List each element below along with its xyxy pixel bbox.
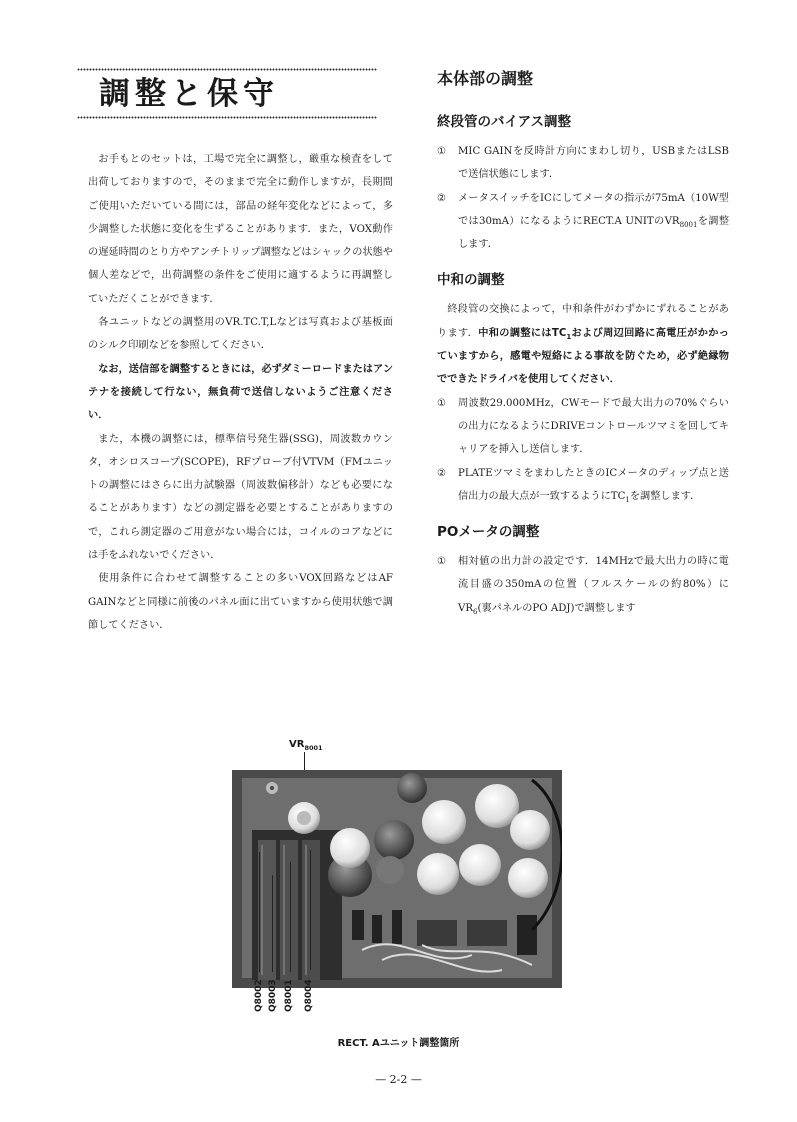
title-box bbox=[77, 68, 377, 120]
step-text: を調整します． bbox=[629, 490, 701, 502]
step-number: ① bbox=[437, 556, 447, 568]
bias-heading: 終段管のバイアス調整 bbox=[437, 114, 572, 130]
q8002-label: Q8002 bbox=[254, 979, 264, 1012]
title-bottom-rule bbox=[77, 116, 377, 119]
subscript: 8001 bbox=[679, 220, 698, 229]
right-column bbox=[437, 66, 729, 632]
step-text: 相対値の出力計の設定です．14MHzで最大出力の時に電流目盛の350mAの位置（フルスケールの約80%）にVR bbox=[458, 556, 729, 614]
q8004-leader bbox=[310, 850, 311, 970]
neutralization-heading: 中和の調整 bbox=[437, 272, 505, 289]
neutralization-steps bbox=[437, 392, 729, 508]
vr-label-sub: 8001 bbox=[304, 744, 323, 752]
step-text: 周波数29.000MHz，CWモードで最大出力の70%ぐらいの出力になるようにDRIVEコントロールツマミを回してキャリアを挿入し送信します． bbox=[458, 397, 729, 456]
list-item bbox=[437, 392, 729, 462]
instruments-paragraph: また，本機の調整には，標準信号発生器(SSG)，周波数カウンタ，オシロスコープ(SCOPE)，RFプローブ付VTVM（FMユニットの調整にはさらに出力試験器（周波数偏移計）なども必要になることがあります）などの測定器を必要とすることがありますので，これら測定器のご用意がない場合には，コイルのコアなどには手をふれないでください． bbox=[88, 433, 393, 562]
photo-caption: RECT. Aユニット調整箇所 bbox=[337, 1038, 460, 1049]
q8003-leader bbox=[272, 875, 273, 972]
circuit-board-illustration bbox=[232, 770, 562, 988]
list-item bbox=[437, 462, 729, 509]
po-meter-heading: POメータの調整 bbox=[437, 524, 540, 541]
vr-label-text: VR bbox=[289, 739, 305, 750]
subscript: 1 bbox=[625, 495, 630, 504]
main-unit-heading: 本体部の調整 bbox=[437, 69, 534, 88]
intro-paragraph: お手もとのセットは，工場で完全に調整し，厳重な検査をして出荷しておりますので，そのままで完全に動作しますが，長期間ご使用いただいている間には，部品の経年変化などによって，多少調整した状態に変化を生ずることがあります．また，VOX動作の遅延時間のとり方やアンチトリップ調整などはシャックの状態や個人差などで，出荷調整の条件をご使用に適するように再調整していただくことができます． bbox=[88, 154, 393, 305]
list-item bbox=[437, 140, 729, 187]
left-column bbox=[88, 148, 393, 637]
step-text: PLATEツマミをまわしたときのICメータのディップ点と送信出力の最大点が一致するようにTC bbox=[458, 467, 729, 502]
step-text: を調整します． bbox=[458, 215, 730, 251]
step-text: メータスイッチをICにしてメータの指示が75mA（10W型では30mA）になるようにRECT.A UNITのVR bbox=[458, 192, 729, 227]
circuit-board-photo bbox=[232, 770, 562, 988]
step-number: ② bbox=[437, 467, 447, 479]
step-text: (裏パネルのPO ADJ)で調整します bbox=[477, 602, 636, 614]
neutralization-text: 終段管の交換によって，中和条件がわずかにずれることがあります． bbox=[437, 304, 729, 339]
step-number: ① bbox=[437, 146, 447, 157]
page-number: — 2-2 — bbox=[375, 1073, 422, 1086]
high-voltage-warning: 中和の調整にはTC bbox=[478, 327, 567, 339]
step-number: ① bbox=[437, 397, 447, 409]
q8001-label: Q8001 bbox=[284, 979, 294, 1012]
page-title: 調整と保守 bbox=[99, 76, 279, 112]
neutralization-paragraph bbox=[437, 298, 729, 391]
dummy-load-warning: なお，送信部を調整するときには，必ずダミーロードまたはアンテナを接続して行ない，無負荷で送信しないようご注意ください． bbox=[88, 363, 393, 422]
q8001-leader bbox=[290, 862, 291, 972]
list-item bbox=[437, 550, 729, 620]
q8002-leader bbox=[259, 852, 260, 972]
subscript: 1 bbox=[566, 332, 572, 341]
list-item bbox=[437, 187, 729, 257]
po-meter-steps bbox=[437, 550, 729, 620]
step-number: ② bbox=[437, 192, 447, 204]
vox-paragraph: 使用条件に合わせて調整することの多いVOX回路などはAF GAINなどと同様に前後のパネル面に出ていますから使用状態で調節してください． bbox=[88, 573, 393, 631]
subscript: 6 bbox=[473, 607, 478, 616]
q8003-label: Q8003 bbox=[268, 979, 278, 1012]
vr8001-label bbox=[289, 739, 323, 750]
step-text: MIC GAINを反時計方向にまわし切り，USBまたはLSBで送信状態にします． bbox=[458, 146, 729, 181]
adjustment-reference-paragraph: 各ユニットなどの調整用のVR.TC.T,Lなどは写真および基板面のシルク印刷などを参照してください． bbox=[88, 317, 393, 352]
title-top-rule bbox=[77, 68, 377, 71]
q8004-label: Q8004 bbox=[304, 979, 314, 1012]
bias-steps bbox=[437, 140, 729, 256]
high-voltage-warning-cont: および周辺回路に高電圧がかかっていますから，感電や短絡による事故を防ぐため，必ず絶縁物でできたドライバを使用してください． bbox=[437, 327, 729, 386]
